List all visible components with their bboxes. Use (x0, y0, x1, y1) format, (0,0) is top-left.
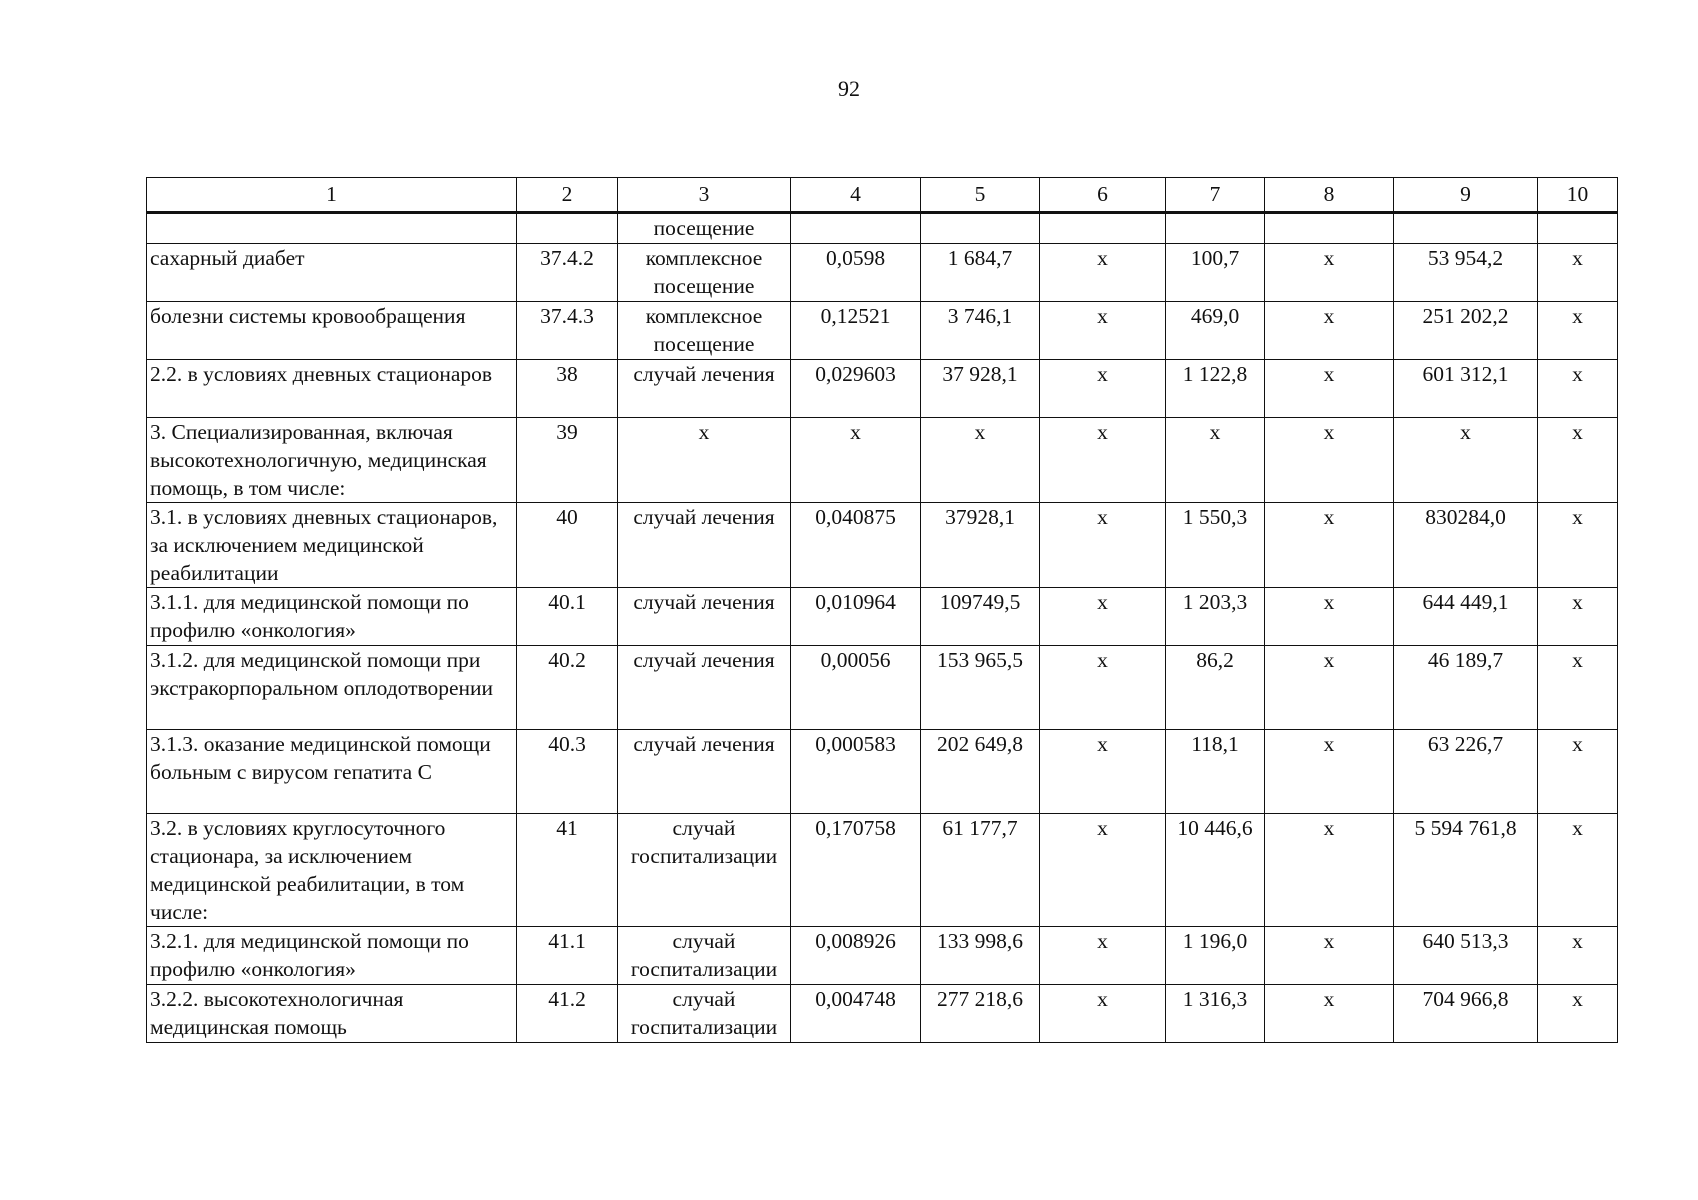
table-cell: 0,00056 (791, 646, 921, 730)
table-cell: случай лечения (618, 646, 791, 730)
table-cell: 704 966,8 (1394, 985, 1538, 1043)
table-cell: х (1394, 418, 1538, 503)
table-cell: 153 965,5 (921, 646, 1040, 730)
table-cell: х (1265, 985, 1394, 1043)
table-cell: х (1265, 927, 1394, 985)
column-header: 1 (147, 178, 517, 213)
table-cell: х (1040, 244, 1166, 302)
table-cell: случай лечения (618, 360, 791, 418)
table-cell: 39 (517, 418, 618, 503)
table-cell: 3 746,1 (921, 302, 1040, 360)
table-cell: х (1265, 360, 1394, 418)
column-header: 6 (1040, 178, 1166, 213)
table-cell (1394, 213, 1538, 244)
row-label-cell (147, 213, 517, 244)
table-cell: 118,1 (1166, 730, 1265, 814)
table-cell: 133 998,6 (921, 927, 1040, 985)
table-row (147, 646, 1618, 730)
table-cell: х (1040, 302, 1166, 360)
table-cell: 1 684,7 (921, 244, 1040, 302)
table-cell: х (1265, 302, 1394, 360)
table-cell: х (1166, 418, 1265, 503)
table-cell: 640 513,3 (1394, 927, 1538, 985)
table-cell: 0,010964 (791, 588, 921, 646)
table-cell: 5 594 761,8 (1394, 814, 1538, 927)
table-cell: 40.1 (517, 588, 618, 646)
table-cell: х (921, 418, 1040, 503)
table-cell: 830284,0 (1394, 503, 1538, 588)
table-cell: 109749,5 (921, 588, 1040, 646)
table-cell: х (1040, 360, 1166, 418)
table-row (147, 302, 1618, 360)
row-label-cell: 3.1.2. для медицинской помощи при экстракорпоральном оплодотворении (147, 646, 517, 730)
table-row (147, 730, 1618, 814)
table-cell: 1 122,8 (1166, 360, 1265, 418)
row-label-cell: 3.2. в условиях круглосуточного стационара, за исключением медицинской реабилитации, в том числе: (147, 814, 517, 927)
table-cell: 0,008926 (791, 927, 921, 985)
table-row (147, 360, 1618, 418)
table-cell: 1 196,0 (1166, 927, 1265, 985)
table-cell (517, 213, 618, 244)
table-cell: случай госпитализации (618, 985, 791, 1043)
table-cell: 644 449,1 (1394, 588, 1538, 646)
table-cell: 40 (517, 503, 618, 588)
table-cell: х (1265, 418, 1394, 503)
table-cell (791, 213, 921, 244)
table-cell: 251 202,2 (1394, 302, 1538, 360)
row-label-cell: 3.1.3. оказание медицинской помощи больным с вирусом гепатита С (147, 730, 517, 814)
column-header: 2 (517, 178, 618, 213)
table-cell: х (1040, 588, 1166, 646)
table-cell: случай лечения (618, 588, 791, 646)
table-cell: х (1538, 418, 1618, 503)
table-cell: 41 (517, 814, 618, 927)
table-cell: 0,170758 (791, 814, 921, 927)
table-cell: х (1040, 927, 1166, 985)
table-cell: х (1265, 646, 1394, 730)
row-label-cell: сахарный диабет (147, 244, 517, 302)
row-label-cell: 3.2.2. высокотехнологичная медицинская помощь (147, 985, 517, 1043)
table-cell: 1 316,3 (1166, 985, 1265, 1043)
table-cell: 37928,1 (921, 503, 1040, 588)
table-row (147, 244, 1618, 302)
table-cell: случай госпитализации (618, 814, 791, 927)
row-label-cell: 3.1.1. для медицинской помощи по профилю «онкология» (147, 588, 517, 646)
table-cell: 469,0 (1166, 302, 1265, 360)
table-cell (921, 213, 1040, 244)
table-cell: комплексное посещение (618, 244, 791, 302)
table-cell: 53 954,2 (1394, 244, 1538, 302)
column-header: 5 (921, 178, 1040, 213)
table-cell: х (1040, 418, 1166, 503)
table-cell: х (1265, 503, 1394, 588)
table-cell: х (1538, 814, 1618, 927)
column-header: 3 (618, 178, 791, 213)
table-cell: случай лечения (618, 503, 791, 588)
row-label-cell: 2.2. в условиях дневных стационаров (147, 360, 517, 418)
table-row (147, 418, 1618, 503)
row-label-cell: 3. Специализированная, включая высокотехнологичную, медицинская помощь, в том числе: (147, 418, 517, 503)
table-cell: 40.2 (517, 646, 618, 730)
table-cell: 41.1 (517, 927, 618, 985)
column-header: 7 (1166, 178, 1265, 213)
table-cell: 202 649,8 (921, 730, 1040, 814)
table-cell: х (1538, 302, 1618, 360)
table-cell: 86,2 (1166, 646, 1265, 730)
column-header: 9 (1394, 178, 1538, 213)
table-cell: х (1265, 814, 1394, 927)
data-table (146, 177, 1618, 1043)
header-row (147, 178, 1618, 213)
table-cell: х (1538, 730, 1618, 814)
table-cell: 0,000583 (791, 730, 921, 814)
table-cell: 38 (517, 360, 618, 418)
table-cell: 46 189,7 (1394, 646, 1538, 730)
table-cell: х (1040, 503, 1166, 588)
table-cell: 0,004748 (791, 985, 921, 1043)
table-row (147, 927, 1618, 985)
table-cell: х (1538, 985, 1618, 1043)
table-cell: 0,040875 (791, 503, 921, 588)
table-row (147, 503, 1618, 588)
table-cell: комплексное посещение (618, 302, 791, 360)
table-cell: 41.2 (517, 985, 618, 1043)
table-cell: х (1040, 985, 1166, 1043)
table-cell: 10 446,6 (1166, 814, 1265, 927)
table-cell: 0,029603 (791, 360, 921, 418)
table-cell (1538, 213, 1618, 244)
column-header: 4 (791, 178, 921, 213)
table-cell: случай госпитализации (618, 927, 791, 985)
table-cell: случай лечения (618, 730, 791, 814)
table-cell: 40.3 (517, 730, 618, 814)
table-cell: посещение (618, 213, 791, 244)
table-row (147, 213, 1618, 244)
table-cell: х (618, 418, 791, 503)
table-cell: х (1040, 646, 1166, 730)
row-label-cell: болезни системы кровообращения (147, 302, 517, 360)
table-cell: х (1538, 646, 1618, 730)
table-cell: 1 550,3 (1166, 503, 1265, 588)
table-cell (1265, 213, 1394, 244)
table-cell: х (1265, 730, 1394, 814)
table-cell: х (1538, 503, 1618, 588)
table-row (147, 985, 1618, 1043)
table-cell: 601 312,1 (1394, 360, 1538, 418)
table-cell: 37.4.2 (517, 244, 618, 302)
row-label-cell: 3.1. в условиях дневных стационаров, за исключением медицинской реабилитации (147, 503, 517, 588)
table-cell (1166, 213, 1265, 244)
page-number: 92 (838, 76, 860, 101)
table-cell: х (1265, 244, 1394, 302)
table-cell: х (1538, 588, 1618, 646)
table-cell: 61 177,7 (921, 814, 1040, 927)
table-cell: х (1040, 730, 1166, 814)
table-cell: х (1538, 360, 1618, 418)
table-cell: х (1265, 588, 1394, 646)
table-cell: 1 203,3 (1166, 588, 1265, 646)
table-cell: 0,0598 (791, 244, 921, 302)
column-header: 8 (1265, 178, 1394, 213)
table-cell (1040, 213, 1166, 244)
table-cell: х (1538, 244, 1618, 302)
table-cell: 0,12521 (791, 302, 921, 360)
table-cell: 37 928,1 (921, 360, 1040, 418)
table-cell: х (1538, 927, 1618, 985)
table-cell: х (1040, 814, 1166, 927)
table-cell: 63 226,7 (1394, 730, 1538, 814)
table-row (147, 814, 1618, 927)
table-row (147, 588, 1618, 646)
table-cell: 100,7 (1166, 244, 1265, 302)
table-cell: 37.4.3 (517, 302, 618, 360)
table-cell: х (791, 418, 921, 503)
row-label-cell: 3.2.1. для медицинской помощи по профилю «онкология» (147, 927, 517, 985)
column-header: 10 (1538, 178, 1618, 213)
table-cell: 277 218,6 (921, 985, 1040, 1043)
